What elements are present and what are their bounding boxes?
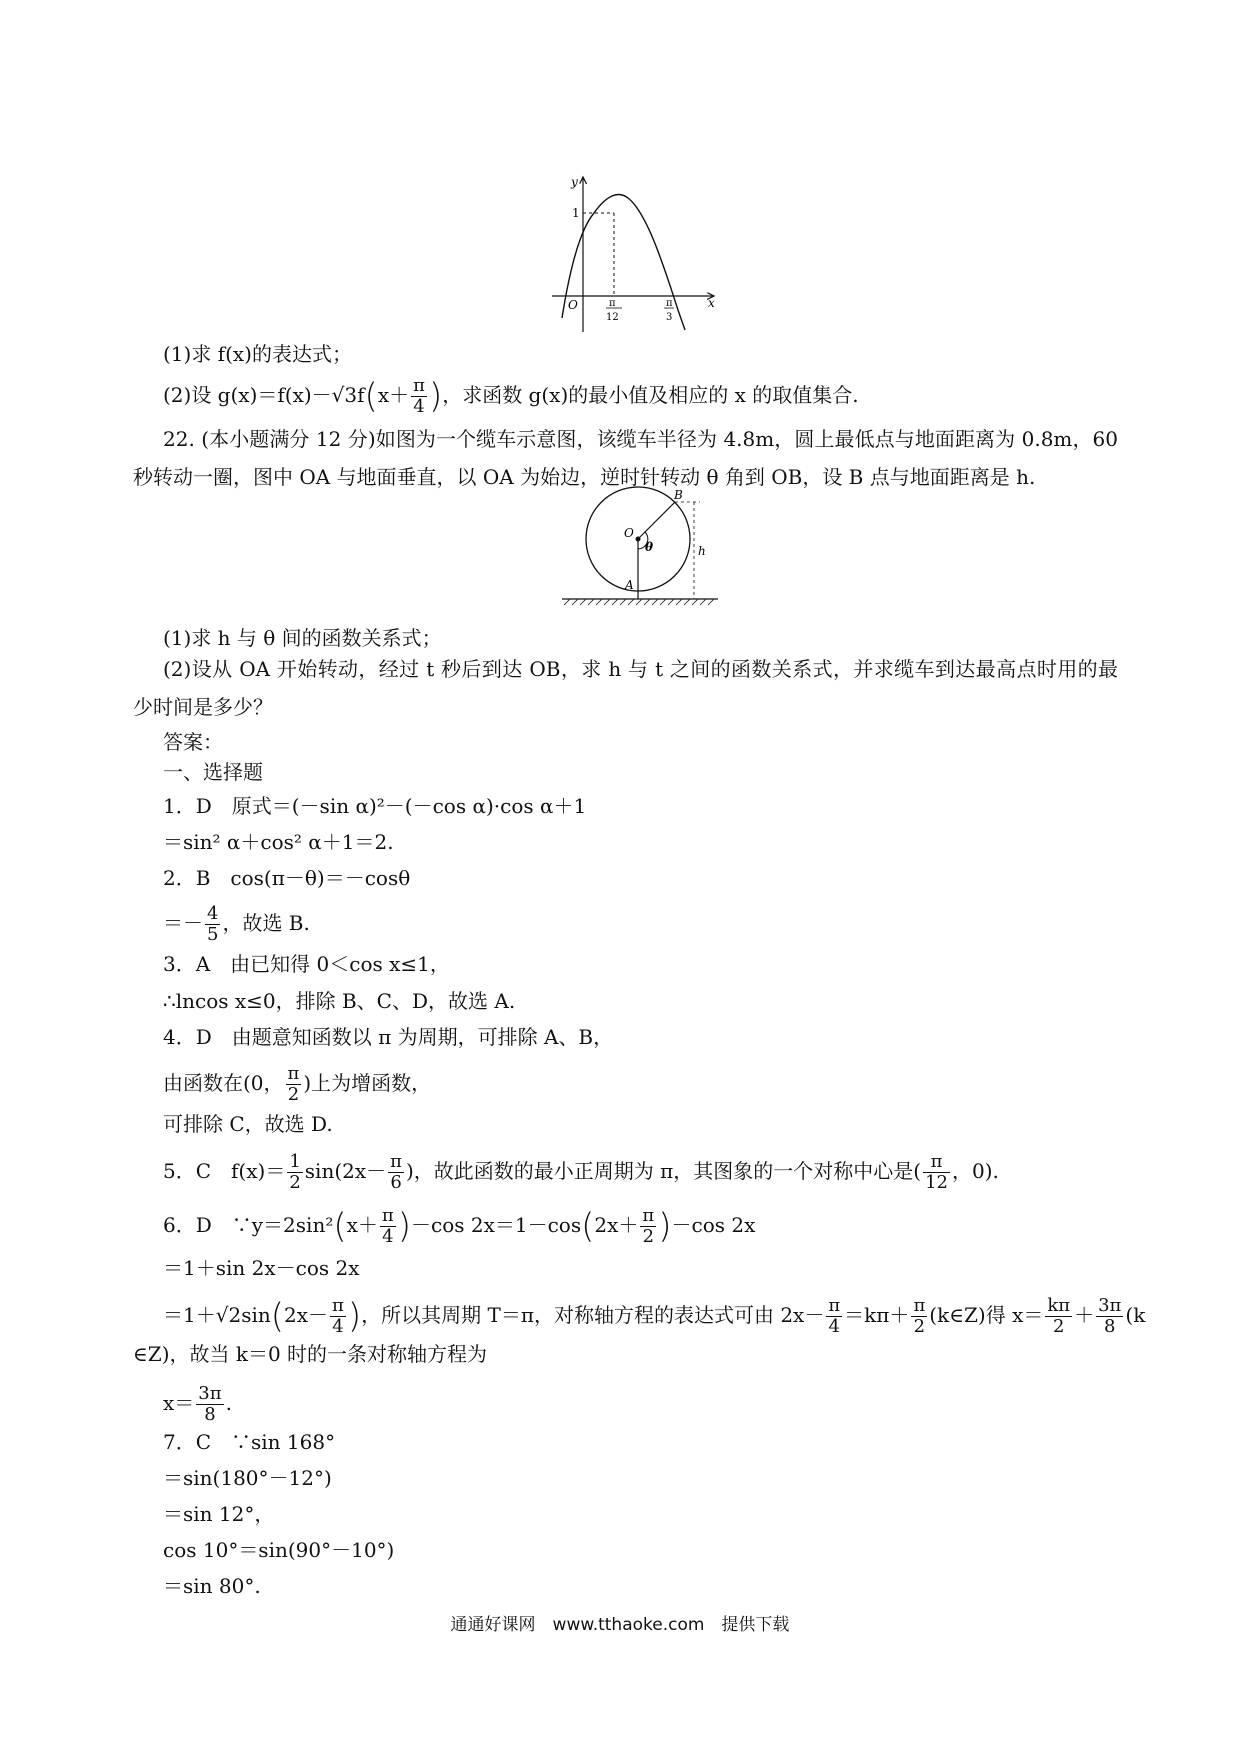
tick-pi3-den: 3: [666, 312, 673, 323]
label-B: B: [674, 488, 683, 502]
label-O: O: [624, 526, 634, 540]
ground-hatching: [564, 599, 714, 605]
answer-6-line3: ＝1＋√2sin(2x－ $\frac{\pi}{4}$ )，所以其周期 T＝π，对称轴方程的表达式可由 2x－ $\frac{\pi}{4}$ ＝kπ＋ $\frac{\pi}{2}$ (k∈Z)得 x＝ $\frac{k\pi}{2}$ ＋ $\frac{3\pi}{8}$ (k: [163, 1295, 1146, 1337]
segment-OB: [638, 502, 675, 539]
function-graph: [550, 170, 720, 335]
answer-4-line2: 由函数在(0， $\frac{\pi}{2}$ )上为增函数，: [163, 1063, 432, 1105]
answer-6-line4: ∈Z)，故当 k＝0 时的一条对称轴方程为: [133, 1342, 488, 1366]
sine-curve: [562, 194, 685, 330]
answer-6-line2: ＝1＋sin 2x－cos 2x: [163, 1256, 360, 1280]
answer-6-line1: 6．D ∵y＝2sin²(x＋ $\frac{\pi}{4}$ )－cos 2x＝1－cos(2x＋ $\frac{\pi}{2}$ )－cos 2x: [163, 1205, 756, 1247]
answer-2-line2: ＝－ $\frac{4}{5}$ ，故选 B.: [163, 903, 310, 945]
answers-title: 答案：: [163, 730, 223, 754]
answer-6-line5: x＝ $\frac{3\pi}{8}$ .: [163, 1383, 232, 1425]
answer-5: 5．C f(x)＝ $\frac{1}{2}$ sin(2x－ $\frac{\pi}{6}$ )，故此函数的最小正周期为 π，其图象的一个对称中心是( $\frac{\pi}{12}$ ，0).: [163, 1151, 999, 1193]
answer-4-line1: 4．D 由题意知函数以 π 为周期，可排除 A、B，: [163, 1025, 614, 1049]
answer-7-line3: ＝sin 12°，: [163, 1502, 275, 1526]
y-label: y: [571, 175, 578, 189]
tick-pi12-num: π: [609, 298, 616, 309]
answer-7-line4: cos 10°＝sin(90°－10°): [163, 1538, 395, 1562]
answer-3-line2: ∴lncos x≤0，排除 B、C、D，故选 A.: [163, 989, 516, 1013]
origin-label: O: [568, 298, 578, 312]
answer-1-line2: ＝sin² α＋cos² α＋1＝2.: [163, 830, 394, 854]
ferris-wheel-diagram: [560, 485, 720, 615]
q22-part1: (1)求 h 与 θ 间的函数关系式；: [163, 626, 442, 650]
answer-3-line1: 3．A 由已知得 0＜cos x≤1，: [163, 952, 450, 976]
answer-7-line5: ＝sin 80°.: [163, 1574, 261, 1598]
answer-2-line1: 2．B cos(π－θ)＝－cosθ: [163, 866, 411, 890]
tick-pi3-num: π: [666, 298, 673, 309]
q21-part1: (1)求 f(x)的表达式；: [163, 342, 352, 366]
q22-part2: (2)设从 OA 开始转动，经过 t 秒后到达 OB，求 h 与 t 之间的函数关系式，并求缆车到达最高点时用的最少时间是多少？: [133, 657, 1118, 719]
y-one-label: 1: [572, 206, 580, 220]
answer-7-line1: 7．C ∵sin 168°: [163, 1430, 336, 1454]
section-choice: 一、选择题: [163, 760, 263, 784]
label-theta: θ: [645, 540, 654, 554]
answer-1-line1: 1．D 原式＝(－sin α)²－(－cos α)·cos α＋1: [163, 794, 587, 818]
answer-7-line2: ＝sin(180°－12°): [163, 1466, 332, 1490]
x-label: x: [708, 296, 715, 310]
tick-pi12-den: 12: [606, 312, 619, 323]
answer-4-line3: 可排除 C，故选 D.: [163, 1112, 333, 1136]
footer-source: 通通好课网 www.tthaoke.com 提供下载: [450, 1615, 790, 1635]
q22-stem: 22. (本小题满分 12 分)如图为一个缆车示意图，该缆车半径为 4.8m，圆上最低点与地面距离为 0.8m，60 秒转动一圈，图中 OA 与地面垂直，以 OA 为始边，逆时针转动 θ 角到 OB，设 B 点与地面距离是 h.: [133, 427, 1118, 489]
label-h: h: [698, 544, 706, 558]
q21-part2: (2)设 g(x)＝f(x)－√3f(x＋ $\frac{\pi}{4}$ )，求函数 g(x)的最小值及相应的 x 的取值集合.: [163, 375, 859, 417]
label-A: A: [625, 578, 634, 592]
